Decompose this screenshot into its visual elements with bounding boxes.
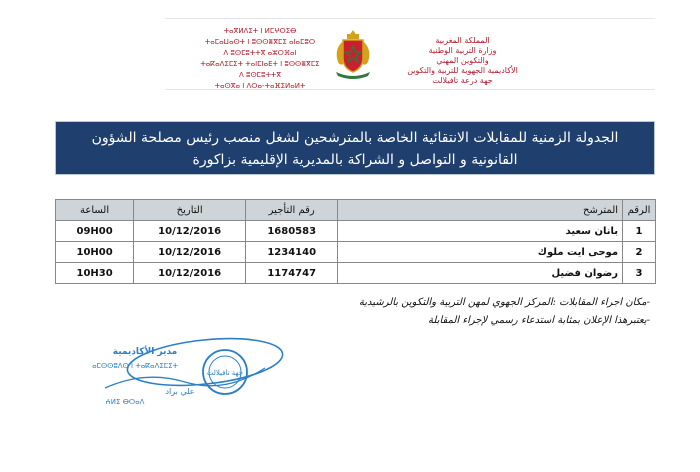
stamp-line-2: ⴰⵎⵙⵙⵓⴷⵙ ⵏ ⵜⴰⴽⴰⴷⵉⵎⵉⵜ — [92, 362, 178, 370]
stamp-circle-text: جهة تافيلالت — [206, 369, 244, 377]
tifinagh-line-1: ⵜⴰⴳⵍⴷⵉⵜ ⵏ ⵍⵎⵖⵔⵉⴱ — [223, 27, 297, 35]
royal-emblem-icon — [330, 28, 376, 80]
arabic-line-4: الأكاديمية الجهوية للتربية والتكوين — [407, 66, 518, 75]
cell-time: 10H30 — [56, 263, 134, 284]
table-row — [56, 221, 656, 242]
note-convocation: -يعتبرهذا الإعلان بمثابة استدعاء رسمي لإجراء المقابلة — [428, 315, 650, 326]
header-num: الرقم — [623, 200, 656, 221]
stamp-line-3: علي براد — [165, 387, 195, 396]
cell-name: بانان سعيد — [338, 221, 623, 242]
stamp-line-1: مدير الأكاديمية — [112, 347, 178, 357]
header-date: التاريخ — [134, 200, 246, 221]
arabic-line-2: وزارة التربية الوطنية — [428, 46, 497, 55]
arabic-line-5: جهة درعة تافيلالت — [432, 76, 493, 85]
tifinagh-line-2: ⵜⴰⵎⴰⵡⴰⵙⵜ ⵏ ⵓⵙⵙⴻⴳⵎⵉ ⴰⵏⴰⵎⵓⵔ — [204, 38, 316, 46]
letterhead-arabic — [395, 36, 530, 86]
tifinagh-line-3: ⴷ ⵓⵙⵎⵓⵜⵜⴳ ⴰⵣⵔⴼⴰⵏ — [223, 49, 297, 57]
cell-num: 2 — [623, 242, 656, 263]
table-row — [56, 263, 656, 284]
cell-id: 1234140 — [246, 242, 338, 263]
tifinagh-line-4: ⵜⴰⴽⴰⴷⵉⵎⵉⵜ ⵜⴰⵏⵎⵏⴰⴹⵜ ⵏ ⵓⵙⵙⴻⴳⵎⵉ — [200, 60, 320, 68]
document-title — [55, 121, 655, 175]
arabic-line-3: والتكوين المهني — [436, 56, 489, 65]
cell-id: 1174747 — [246, 263, 338, 284]
header-id: رقم التأجير — [246, 200, 338, 221]
title-line-2: القانونية و التواصل و الشراكة بالمديرية الإقليمية بزاكورة — [192, 152, 518, 168]
cell-num: 1 — [623, 221, 656, 242]
cell-name: رضوان فضيل — [338, 263, 623, 284]
header-time: الساعة — [56, 200, 134, 221]
tifinagh-line-6: ⵜⴰⵙⴳⴰ ⵏ ⴷⵔⴰ-ⵜⴰⴼⵉⵍⴰⵍⵜ — [214, 82, 306, 90]
schedule-table — [55, 199, 656, 284]
stamp-line-4: ⵄⵍⵉ ⴱⵔⴰⴷ — [105, 398, 145, 406]
notes — [210, 294, 650, 330]
table-header-row — [56, 200, 656, 221]
cell-date: 10/12/2016 — [134, 221, 246, 242]
official-stamp-signature — [85, 330, 285, 420]
cell-date: 10/12/2016 — [134, 242, 246, 263]
cell-time: 10H00 — [56, 242, 134, 263]
cell-name: موحى ايت ملوك — [338, 242, 623, 263]
cell-time: 09H00 — [56, 221, 134, 242]
cell-id: 1680583 — [246, 221, 338, 242]
arabic-line-1: المملكة المغربية — [435, 36, 490, 45]
title-line-1: الجدولة الزمنية للمقابلات الانتقائية الخاصة بالمترشحين لشغل منصب رئيس مصلحة الشؤون — [91, 130, 619, 146]
note-location: -مكان اجراء المقابلات :المركز الجهوي لمهن التربية والتكوين بالرشيدية — [358, 297, 650, 308]
cell-date: 10/12/2016 — [134, 263, 246, 284]
cell-num: 3 — [623, 263, 656, 284]
letterhead-tifinagh — [200, 26, 320, 92]
header-name: المترشح — [338, 200, 623, 221]
tifinagh-line-5: ⴷ ⵓⵙⵎⵓⵜⵜⴳ — [239, 71, 281, 79]
table-row — [56, 242, 656, 263]
